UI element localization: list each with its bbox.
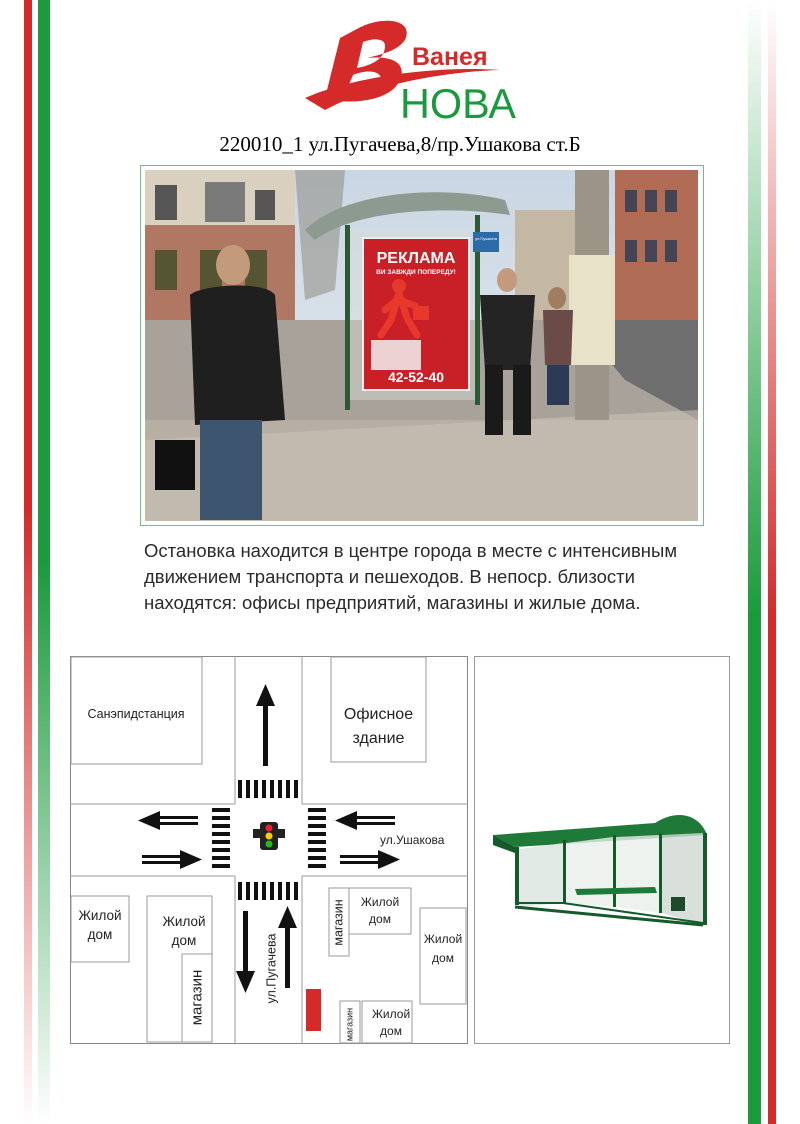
logo-top-text: Ванея [412, 43, 488, 71]
description-line: находятся: офисы предприятий, магазины и жилые дома. [144, 592, 641, 613]
right-stripe-red [768, 0, 776, 1124]
brand-logo [285, 10, 525, 130]
map-label-shop: магазин [331, 899, 346, 946]
house-line: дом [369, 912, 391, 926]
billboard-title: РЕКЛАМА [376, 250, 456, 267]
map-label-house [362, 1006, 420, 1040]
map-label-shop: магазин [344, 1007, 355, 1042]
house-line: дом [171, 933, 197, 948]
house-line: Жилой [78, 908, 122, 923]
house-line: дом [87, 927, 113, 942]
billboard-slogan: ВИ ЗАВЖДИ ПОПЕРЕДУ! [376, 269, 456, 276]
house-line: дом [432, 951, 454, 965]
location-map [70, 656, 468, 1044]
map-label-house [155, 912, 213, 950]
right-stripe-green [748, 0, 761, 1124]
map-label-house [71, 906, 129, 944]
street-photo [145, 170, 698, 521]
office-line: Офисное [343, 706, 414, 723]
stop-sign-text: ул.Пушкина [475, 236, 497, 241]
map-label-house [420, 930, 466, 968]
map-label-office [331, 703, 426, 751]
left-stripe-red [24, 0, 32, 1124]
house-line: Жилой [371, 1007, 411, 1021]
stop-description [144, 538, 744, 616]
description-line: движением транспорта и пешеходов. В непоср. близости [144, 566, 635, 587]
shelter-illustration-box [474, 656, 730, 1044]
photo-frame [140, 165, 704, 526]
stop-address: 220010_1 ул.Пугачева,8/пр.Ушакова ст.Б [219, 132, 581, 156]
map-label-street-pugacheva: ул.Пугачева [264, 933, 279, 1004]
map-label-house [351, 894, 409, 928]
office-line: здание [352, 730, 405, 747]
house-line: Жилой [360, 895, 400, 909]
map-label-street-ushakova: ул.Ушакова [380, 833, 445, 847]
house-line: дом [380, 1024, 402, 1038]
bus-shelter-illustration [475, 657, 729, 1043]
house-line: Жилой [162, 914, 206, 929]
description-line: Остановка находится в центре города в месте с интенсивным [144, 540, 678, 561]
map-label-shop: магазин [188, 969, 206, 1026]
house-line: Жилой [423, 932, 463, 946]
logo-bottom-text: НОВА [400, 80, 516, 127]
left-stripe-green [38, 0, 50, 1124]
map-label-sanepid: Санэпидстанция [87, 707, 185, 721]
billboard-phone: 42-52-40 [387, 369, 445, 385]
